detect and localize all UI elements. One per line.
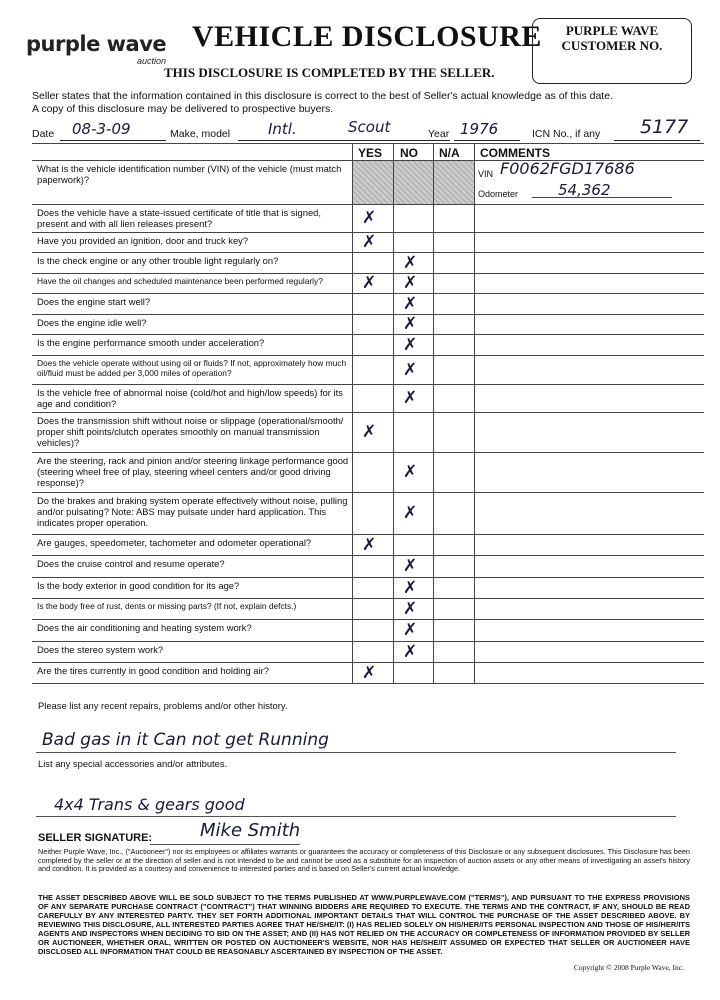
column-divider [433,315,434,334]
column-divider [433,294,434,314]
vin-label: VIN [478,169,494,179]
column-divider [393,335,394,355]
table-row [32,274,704,294]
column-divider [433,642,434,662]
table-row [32,335,704,356]
question-text: Are gauges, speedometer, tachometer and odometer operational? [37,537,312,548]
answer-yes-mark[interactable]: ✗ [362,662,377,683]
logo-text: purple wave [26,32,167,56]
column-divider [474,294,475,314]
table-row [32,535,704,556]
column-divider [433,599,434,619]
col-yes-header: YES [358,146,383,160]
column-divider [433,385,434,412]
intro-text [32,90,692,116]
column-divider [393,161,394,204]
table-row [32,253,704,274]
icn-label: ICN No., if any [532,128,601,140]
table-row [32,161,704,205]
customer-box-line1: PURPLE WAVE [565,23,659,38]
column-divider [474,599,475,619]
col-no-header: NO [400,146,418,160]
signature-label: SELLER SIGNATURE: [38,832,153,844]
answer-yes-mark[interactable]: ✗ [362,273,377,293]
table-row [32,453,704,493]
column-divider [474,578,475,598]
column-divider [474,233,475,252]
column-divider [433,233,434,252]
column-divider [393,493,394,534]
answer-no-mark[interactable]: ✗ [403,334,418,355]
answer-no-mark[interactable]: ✗ [403,577,418,598]
column-divider [352,294,353,314]
icn-line [614,140,700,141]
column-divider [474,161,475,204]
column-divider [474,356,475,384]
odometer-value[interactable]: 54,362 [558,181,611,199]
question-text: Does the stereo system work? [37,644,164,655]
question-text: Have the oil changes and scheduled maintenance been performed regularly? [37,276,323,286]
disclaimer-liability: Neither Purple Wave, Inc., ("Auctioneer") nor its employees or affiliates warrants or guarantees the accuracy or completeness of this Disclosure or any subsequent disclosures. This Disclosure has been completed by the seller or at the direction of seller and is not intended to be and cannot be used as a substitute for an inspection of auction assets or any other means of investigating an asset's history and condition. It is provided as a courtesy and convenience to interested parties and is based on Seller's current actual knowledge. [38,847,690,874]
column-divider [433,578,434,598]
question-text: Does the transmission shift without noise or slippage (operational/smooth/ proper shift points/clutch operates smoothly on manual transmission vehicles)? [37,415,344,448]
question-text: Have you provided an ignition, door and truck key? [37,235,249,246]
intro-line2: A copy of this disclosure may be delivered to prospective buyers. [32,103,334,115]
question-text: Does the vehicle have a state-issued certificate of title that is signed, present and with all lien releases present? [37,207,322,229]
table-row [32,233,704,253]
column-divider [433,413,434,452]
odometer-label: Odometer [478,189,519,199]
column-divider [393,315,394,334]
column-divider [474,642,475,662]
question-text: Is the body exterior in good condition for its age? [37,580,240,591]
seller-signature[interactable]: Mike Smith [200,820,301,841]
page-title: VEHICLE DISCLOSURE [192,20,542,53]
answer-no-mark[interactable]: ✗ [403,556,418,576]
column-divider [393,620,394,641]
answer-yes-mark[interactable]: ✗ [362,232,377,252]
column-divider [352,233,353,252]
question-text: Is the check engine or any other trouble light regularly on? [37,255,279,266]
question-text: Is the body free of rust, dents or missing parts? (If not, explain defcts.) [37,601,297,611]
column-divider [352,663,353,683]
date-line [60,140,166,141]
column-divider [433,556,434,577]
purple-wave-logo [26,32,176,72]
column-divider [352,413,353,452]
column-divider [352,642,353,662]
year-label: Year [428,128,450,140]
column-divider [433,144,434,160]
repairs-handwritten[interactable]: Bad gas in it Can not get Running [42,730,329,750]
question-text: Does the air conditioning and heating system work? [37,622,252,633]
table-row [32,315,704,335]
answer-no-mark[interactable]: ✗ [403,462,418,482]
column-divider [352,556,353,577]
table-row [32,642,704,663]
question-text: What is the vehicle identification number (VIN) of the vehicle (must match paperwork)? [37,163,342,185]
answer-no-mark[interactable]: ✗ [403,641,418,662]
column-divider [352,599,353,619]
column-divider [393,356,394,384]
answer-yes-mark[interactable]: ✗ [362,534,377,555]
column-divider [433,356,434,384]
table-row [32,663,704,684]
logo-sub-text: auction [136,56,166,66]
column-divider [433,335,434,355]
column-divider [393,413,394,452]
repairs-prompt: Please list any recent repairs, problems and/or other history. [38,700,288,711]
vehicle-info-row [32,116,702,142]
column-divider [393,556,394,577]
page-subtitle: THIS DISCLOSURE IS COMPLETED BY THE SELLER. [164,65,495,80]
odometer-line [532,197,672,198]
repairs-line [36,752,676,753]
question-text: Do the brakes and braking system operate effectively without noise, pulling and/or pulsating? Note: ABS may pulsate under hard application. This indicates proper operation. [37,495,348,528]
accessories-line [36,816,676,817]
table-row [32,413,704,453]
column-divider [352,205,353,232]
column-divider [393,385,394,412]
column-divider [474,620,475,641]
column-divider [433,493,434,534]
table-row [32,620,704,642]
table-row [32,493,704,535]
column-divider [474,315,475,334]
table-row [32,599,704,620]
column-divider [393,642,394,662]
column-divider [393,294,394,314]
column-divider [352,274,353,293]
answer-no-mark[interactable]: ✗ [403,359,418,380]
question-text: Does the engine start well? [37,296,151,307]
column-divider [352,385,353,412]
answer-no-mark[interactable]: ✗ [403,598,418,619]
make-value[interactable]: Intl. [268,120,297,138]
column-divider [352,356,353,384]
date-value[interactable]: 08-3-09 [72,120,131,138]
column-divider [393,253,394,273]
model-value[interactable]: Scout [348,118,391,136]
column-divider [474,385,475,412]
make-line [238,140,450,141]
col-comments-header: COMMENTS [480,146,550,160]
year-value[interactable]: 1976 [460,120,499,138]
question-text: Does the cruise control and resume operate? [37,558,225,569]
col-na-header: N/A [439,146,460,160]
question-text: Are the tires currently in good condition and holding air? [37,665,269,676]
accessories-prompt: List any special accessories and/or attributes. [38,758,228,769]
table-row [32,205,704,233]
column-divider [393,578,394,598]
column-divider [352,253,353,273]
column-divider [352,578,353,598]
shaded-answer-cells [353,161,474,204]
answer-no-mark[interactable]: ✗ [403,503,418,523]
column-divider [393,205,394,232]
question-text: Are the steering, rack and pinion and/or steering linkage performance good (steering wheel free of play, steering wheel centers and/or good driving response)? [37,455,349,488]
table-row [32,578,704,599]
column-divider [352,620,353,641]
column-divider [433,535,434,555]
column-divider [474,535,475,555]
column-divider [474,144,475,160]
customer-number-box[interactable] [532,18,692,84]
column-divider [474,556,475,577]
column-divider [393,274,394,293]
disclaimer-terms: THE ASSET DESCRIBED ABOVE WILL BE SOLD SUBJECT TO THE TERMS PUBLISHED AT WWW.PURPLEWAVE.COM ("TERMS"), AND PURSUANT TO THE EXPRESS PROVISIONS OF ANY SEPARATE PURCHASE CONTRACT ("CONTRACT") THAT WINNING BIDDERS ARE REQUIRED TO EXECUTE. THE TERMS AND THE CONTRACT, IF ANY, SHOULD BE READ CAREFULLY BY ANY INTERESTED PARTY. THEY SET FORTH ADDITIONAL IMPORTANT DETAILS THAT WILL CONTROL THE PURCHASE OF THE ASSET DESCRIBED ABOVE. BY REVIEWING THIS DISCLOSURE, ALL INTERESTED PARTIES AGREE THAT HE/SHE/IT: (I) HAS RELIED SOLELY ON HIS/HER/ITS PERSONAL INSPECTION AND THOSE OF HIS/HER/ITS AGENTS AND INSPECTORS WHEN DECIDING TO BID ON THE ASSET; AND (II) HAS NOT RELIED ON THE ACCURACY OR COMPLETENESS OF INFORMATION PROVIDED BY SELLER OR AUCTIONEER, WHETHER ORAL, WRITTEN OR POSTED ON AUCTIONEER'S WEBSITE, NOR HAS HE/SHE/IT ASSUMED OR EXPECTED THAT SELLER OR AUCTIONEER HAVE DISCLOSED ALL INFORMATION THAT COULD BE REASONABLY ASCERTAINED BY INSPECTION OF THE ASSET. [38,893,690,956]
copyright: Copyright © 2008 Purple Wave, Inc. [573,963,684,972]
column-divider [393,599,394,619]
answer-no-mark[interactable]: ✗ [403,293,418,314]
answer-no-mark[interactable]: ✗ [403,388,418,408]
date-label: Date [32,128,55,140]
column-divider [433,161,434,204]
question-text: Does the engine idle well? [37,317,147,328]
column-divider [352,535,353,555]
make-label: Make, model [170,128,231,140]
column-divider [433,453,434,492]
answer-yes-mark[interactable]: ✗ [362,208,377,228]
table-row [32,556,704,578]
customer-box-line2: CUSTOMER NO. [561,38,663,53]
column-divider [352,315,353,334]
vin-value[interactable]: F0062FGD17686 [500,159,635,178]
column-divider [433,620,434,641]
column-divider [352,453,353,492]
column-divider [433,663,434,683]
column-divider [393,535,394,555]
signature-line [150,844,300,845]
accessories-handwritten[interactable]: 4x4 Trans & gears good [54,795,245,814]
column-divider [393,144,394,160]
column-divider [433,205,434,232]
icn-value[interactable]: 5177 [640,116,689,138]
answer-no-mark[interactable]: ✗ [403,273,418,293]
column-divider [393,233,394,252]
column-divider [433,253,434,273]
table-row [32,385,704,413]
column-divider [474,663,475,683]
question-text: Is the vehicle free of abnormal noise (cold/hot and high/low speeds) for its age and condition? [37,387,343,409]
column-divider [474,253,475,273]
column-divider [474,335,475,355]
column-divider [393,663,394,683]
answer-no-mark[interactable]: ✗ [403,252,418,273]
year-line [454,140,520,141]
answer-no-mark[interactable]: ✗ [403,620,418,640]
column-divider [352,335,353,355]
intro-line1: Seller states that the information contained in this disclosure is correct to the best of Seller's actual knowledge as of this date. [32,90,613,102]
answer-yes-mark[interactable]: ✗ [362,422,377,442]
answer-no-mark[interactable]: ✗ [403,314,418,334]
question-text: Does the vehicle operate without using oil or fluids? If not, approximately how much oil/fluid must be added per 3,000 miles of operation? [37,358,347,378]
question-text: Is the engine performance smooth under acceleration? [37,337,265,348]
table-row [32,356,704,385]
column-divider [352,493,353,534]
column-divider [474,413,475,452]
column-divider [393,453,394,492]
column-divider [474,205,475,232]
column-divider [433,274,434,293]
column-divider [474,274,475,293]
table-row [32,294,704,315]
column-divider [474,453,475,492]
column-divider [352,161,353,204]
column-divider [352,144,353,160]
column-divider [474,493,475,534]
